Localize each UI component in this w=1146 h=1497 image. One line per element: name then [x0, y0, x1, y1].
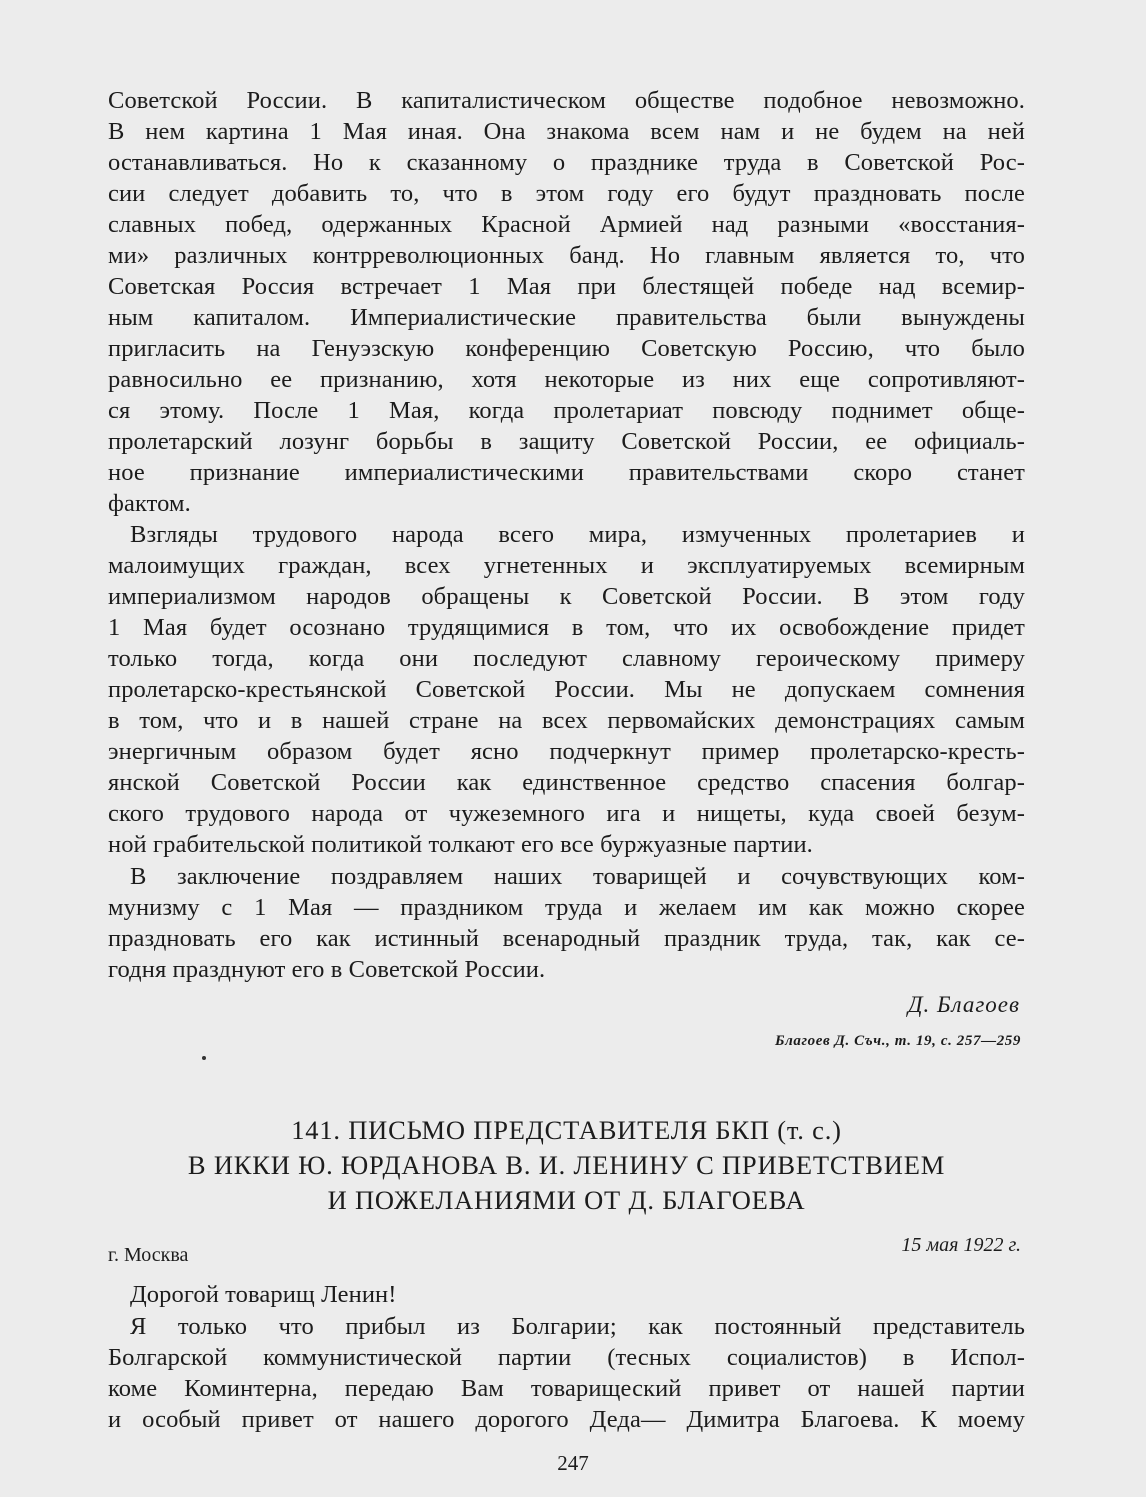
- text-line: ной грабительской политикой толкают его все буржуазные партии.: [108, 831, 813, 858]
- page-number: 247: [557, 1451, 589, 1475]
- text-line: Болгарской коммунистической партии (тесных социалистов) в Испол-: [108, 1344, 1025, 1371]
- text-line: сии следует добавить то, что в этом году его будут праздновать после: [108, 180, 1025, 207]
- text-line: Советской России. В капиталистическом обществе подобное невозможно.: [108, 87, 1025, 114]
- letter-place: г. Москва: [108, 1244, 189, 1266]
- text-line: мунизму с 1 Мая — праздником труда и желаем им как можно скорее: [108, 894, 1025, 921]
- text-line: Я только что прибыл из Болгарии; как постоянный представитель: [130, 1313, 1025, 1340]
- text-line: останавливаться. Но к сказанному о празднике труда в Советской Рос-: [108, 149, 1025, 176]
- printing-speck: [202, 1056, 206, 1060]
- text-line: 1 Мая будет осознано трудящимися в том, что их освобождение придет: [108, 614, 1025, 641]
- signature: Д. Благоев: [907, 992, 1020, 1017]
- text-line: империализмом народов обращены к Советской России. В этом году: [108, 583, 1025, 610]
- text-line: ми» различных контрреволюционных банд. Но главным является то, что: [108, 242, 1025, 269]
- text-line: ным капиталом. Империалистические правительства были вынуждены: [108, 304, 1025, 331]
- text-line: годня празднуют его в Советской России.: [108, 956, 546, 983]
- text-line: славных побед, одержанных Красной Армией над разными «восстания-: [108, 211, 1025, 238]
- text-line: ся этому. После 1 Мая, когда пролетариат повсюду поднимет обще-: [108, 397, 1025, 424]
- section-heading-line: В ИККИ Ю. ЮРДАНОВА В. И. ЛЕНИНУ С ПРИВЕТСТВИЕМ: [187, 1150, 946, 1180]
- letter-salutation: Дорогой товарищ Ленин!: [130, 1281, 397, 1308]
- text-line: пролетарский лозунг борьбы в защиту Советской России, ее официаль-: [108, 428, 1025, 455]
- text-line: и особый привет от нашего дорогого Деда— Димитра Благоева. К моему: [108, 1406, 1025, 1433]
- text-line: пролетарско-крестьянской Советской России. Мы не допускаем сомнения: [108, 676, 1025, 703]
- text-line: малоимущих граждан, всех угнетенных и эксплуатируемых всемирным: [108, 552, 1025, 579]
- text-line: только тогда, когда они последуют славному героическому примеру: [108, 645, 1025, 672]
- section-heading-line: И ПОЖЕЛАНИЯМИ ОТ Д. БЛАГОЕВА: [327, 1185, 806, 1215]
- text-line: В заключение поздравляем наших товарищей и сочувствующих ком-: [130, 863, 1025, 890]
- text-line: пригласить на Генуэзскую конференцию Советскую Россию, что было: [108, 335, 1025, 362]
- text-line: ского трудового народа от чужеземного ига и нищеты, куда своей безум-: [108, 800, 1025, 827]
- letter-date: 15 мая 1922 г.: [901, 1234, 1021, 1256]
- text-line: Советская Россия встречает 1 Мая при блестящей победе над всемир-: [108, 273, 1025, 300]
- text-line: равносильно ее признанию, хотя некоторые из них еще сопротивляют-: [108, 366, 1025, 393]
- text-line: праздновать его как истинный всенародный праздник труда, так, как се-: [108, 925, 1025, 952]
- text-line: В нем картина 1 Мая иная. Она знакома всем нам и не будем на ней: [108, 118, 1025, 145]
- text-line: в том, что и в нашей стране на всех первомайских демонстрациях самым: [108, 707, 1025, 734]
- text-line: ное признание империалистическими правительствами скоро станет: [108, 459, 1025, 486]
- text-line: коме Коминтерна, передаю Вам товарищеский привет от нашей партии: [108, 1375, 1025, 1402]
- section-heading-line: 141. ПИСЬМО ПРЕДСТАВИТЕЛЯ БКП (т. с.): [291, 1115, 842, 1145]
- text-line: Взгляды трудового народа всего мира, измученных пролетариев и: [130, 521, 1025, 548]
- text-line: фактом.: [108, 490, 191, 517]
- text-line: янской Советской России как единственное средство спасения болгар-: [108, 769, 1025, 796]
- text-line: энергичным образом будет ясно подчеркнут пример пролетарско-кресть-: [108, 738, 1025, 765]
- source-note: Благоев Д. Съч., т. 19, с. 257—259: [774, 1033, 1021, 1049]
